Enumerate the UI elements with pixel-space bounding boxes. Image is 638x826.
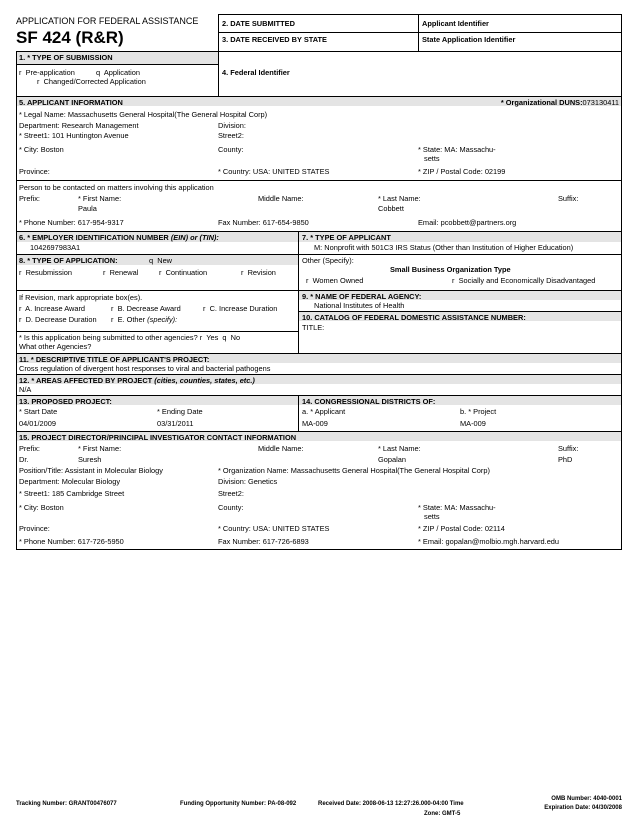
application-option[interactable] — [96, 68, 140, 77]
time-zone: Zone: GMT-5 — [424, 811, 461, 817]
decrease-award-label: B. Decrease Award — [117, 304, 181, 313]
pi-last-name-label: * Last Name: — [378, 444, 421, 453]
street2: Street2: — [218, 131, 244, 140]
pi-first-name-label: * First Name: — [78, 444, 122, 453]
pi-last-name-value: Gopalan — [378, 455, 406, 464]
resubmission-checkbox[interactable]: r — [19, 268, 22, 277]
pi-prefix-label: Prefix: — [19, 444, 40, 453]
pi-department: Department: Molecular Biology — [19, 477, 121, 486]
new-label: New — [157, 256, 173, 265]
pi-county: County: — [218, 503, 244, 512]
city: * City: Boston — [19, 145, 64, 154]
duns-label: * Organizational DUNS: — [500, 98, 583, 107]
increase-duration-option[interactable] — [203, 304, 277, 313]
ein-label — [19, 233, 219, 242]
decrease-award-option[interactable] — [111, 304, 181, 313]
other-agencies-question-text: * Is this application being submitted to other agencies? — [19, 333, 198, 342]
type-of-applicant-label: 7. * TYPE OF APPLICANT — [302, 233, 391, 242]
changed-option[interactable] — [37, 77, 146, 86]
contact-email: Email: pcobbett@partners.org — [418, 218, 517, 227]
end-date-value: 03/31/2011 — [157, 419, 194, 428]
contact-fax: Fax Number: 617-654-9850 — [218, 218, 309, 227]
other-agencies-question — [19, 333, 240, 342]
state-line1: * State: MA: Massachu- — [418, 145, 496, 154]
date-submitted-label: 2. DATE SUBMITTED — [222, 19, 295, 28]
cfda-label: 10. CATALOG OF FEDERAL DOMESTIC ASSISTANCE NUMBER: — [302, 313, 526, 322]
district-project-label: b. * Project — [460, 407, 497, 416]
what-other-agencies: What other Agencies? — [19, 342, 92, 351]
decrease-duration-label: D. Decrease Duration — [25, 315, 97, 324]
federal-agency-value: National Institutes of Health — [314, 301, 405, 310]
end-date-label: * Ending Date — [157, 407, 203, 416]
revision-heading: If Revision, mark appropriate box(es). — [19, 293, 143, 302]
proposed-project-label: 13. PROPOSED PROJECT: — [19, 397, 112, 406]
revision-option[interactable] — [241, 268, 276, 277]
renewal-label: Renewal — [109, 268, 139, 277]
department: Department: Research Management — [19, 121, 139, 130]
disadvantaged-label: Socially and Economically Disadvantaged — [458, 276, 596, 285]
pi-state-line1: * State: MA: Massachu- — [418, 503, 496, 512]
type-of-submission-label: 1. * TYPE OF SUBMISSION — [19, 53, 113, 62]
street1: * Street1: 101 Huntington Avenue — [19, 131, 129, 140]
project-title-value: Cross regulation of divergent host responses to viral and bacterial pathogens — [19, 364, 271, 373]
pi-street1: * Street1: 185 Cambridge Street — [19, 489, 125, 498]
no-checkbox[interactable]: q — [222, 333, 227, 342]
pi-first-name-value: Suresh — [78, 455, 102, 464]
project-title-label: 11. * DESCRIPTIVE TITLE OF APPLICANT'S PROJECT: — [19, 355, 210, 364]
federal-identifier-label: 4. Federal Identifier — [222, 68, 290, 77]
contact-last-name-value: Cobbett — [378, 204, 404, 213]
decrease-duration-checkbox[interactable]: r — [19, 315, 22, 324]
omb-number: OMB Number: 4040-0001 — [551, 796, 622, 802]
pi-province: Province: — [19, 524, 50, 533]
contact-suffix-label: Suffix: — [558, 194, 579, 203]
other-option[interactable] — [111, 315, 177, 324]
district-project-value: MA-009 — [460, 419, 486, 428]
increase-duration-label: C. Increase Duration — [209, 304, 278, 313]
increase-award-checkbox[interactable]: r — [19, 304, 22, 313]
pi-country: * Country: USA: UNITED STATES — [218, 524, 330, 533]
resubmission-option[interactable] — [19, 268, 72, 277]
state-line2: setts — [424, 154, 440, 163]
continuation-label: Continuation — [165, 268, 208, 277]
pi-email: * Email: gopalan@molbio.mgh.harvard.edu — [418, 537, 560, 546]
decrease-award-checkbox[interactable]: r — [111, 304, 114, 313]
contact-first-name-label: * First Name: — [78, 194, 122, 203]
application-label: Application — [103, 68, 140, 77]
contact-phone: * Phone Number: 617-954-9317 — [19, 218, 124, 227]
other-label-italic: (specify): — [147, 315, 178, 324]
contact-last-name-label: * Last Name: — [378, 194, 421, 203]
application-checkbox[interactable]: q — [96, 68, 101, 77]
applicant-info-label: 5. APPLICANT INFORMATION — [19, 98, 123, 107]
increase-award-option[interactable] — [19, 304, 85, 313]
changed-checkbox[interactable]: r — [37, 77, 40, 86]
start-date-value: 04/01/2009 — [19, 419, 56, 428]
renewal-checkbox[interactable]: r — [103, 268, 106, 277]
pi-fax: Fax Number: 617-726-6893 — [218, 537, 309, 546]
start-date-label: * Start Date — [19, 407, 58, 416]
continuation-checkbox[interactable]: r — [159, 268, 162, 277]
women-owned-checkbox[interactable]: r — [306, 276, 309, 285]
renewal-option[interactable] — [103, 268, 138, 277]
date-received-label: 3. DATE RECEIVED BY STATE — [222, 35, 327, 44]
contact-prefix-label: Prefix: — [19, 194, 40, 203]
pi-division: Division: Genetics — [218, 477, 278, 486]
pi-prefix-value: Dr. — [19, 455, 29, 464]
revision-label: Revision — [247, 268, 276, 277]
expiration-date: Expiration Date: 04/30/2008 — [544, 805, 622, 811]
ein-label-bold: 6. * EMPLOYER IDENTIFICATION NUMBER — [19, 233, 169, 242]
ein-label-italic: (EIN) or (TIN): — [170, 233, 219, 242]
disadvantaged-checkbox[interactable]: r — [452, 276, 455, 285]
other-label: E. Other — [117, 315, 146, 324]
county: County: — [218, 145, 244, 154]
pi-suffix-value: PhD — [558, 455, 573, 464]
new-option[interactable] — [149, 256, 172, 265]
legal-name: * Legal Name: Massachusetts General Hospital(The General Hospital Corp) — [19, 110, 268, 119]
district-applicant-value: MA-009 — [302, 419, 328, 428]
continuation-option[interactable] — [159, 268, 207, 277]
ein-value: 1042697983A1 — [30, 243, 81, 252]
pi-city: * City: Boston — [19, 503, 64, 512]
changed-label: Changed/Corrected Application — [43, 77, 146, 86]
district-applicant-label: a. * Applicant — [302, 407, 346, 416]
women-owned-option[interactable] — [306, 276, 363, 285]
increase-award-label: A. Increase Award — [25, 304, 86, 313]
preapp-label: Pre-application — [25, 68, 75, 77]
congressional-districts-label: 14. CONGRESSIONAL DISTRICTS OF: — [302, 397, 436, 406]
cfda-title: TITLE: — [302, 323, 325, 332]
form-name: SF 424 (R&R) — [16, 28, 124, 47]
preapp-option[interactable] — [19, 68, 75, 77]
disadvantaged-option[interactable] — [452, 276, 595, 285]
areas-affected-label — [19, 376, 255, 385]
app-title: APPLICATION FOR FEDERAL ASSISTANCE — [16, 16, 199, 26]
yes-checkbox[interactable]: r — [199, 333, 203, 342]
contact-first-name-value: Paula — [78, 204, 97, 213]
pi-suffix-label: Suffix: — [558, 444, 579, 453]
contact-heading: Person to be contacted on matters involving this application — [19, 183, 214, 192]
pi-street2: Street2: — [218, 489, 244, 498]
women-owned-label: Women Owned — [312, 276, 364, 285]
no-label: No — [230, 333, 241, 342]
revision-checkbox[interactable]: r — [241, 268, 244, 277]
yes-label: Yes — [206, 333, 219, 342]
areas-affected-label-bold: 12. * AREAS AFFECTED BY PROJECT — [19, 376, 153, 385]
federal-agency-label: 9. * NAME OF FEDERAL AGENCY: — [302, 292, 422, 301]
state-app-identifier-label: State Application Identifier — [422, 35, 516, 44]
other-specify-label: Other (Specify): — [302, 256, 354, 265]
new-checkbox[interactable]: q — [149, 256, 154, 265]
zip: * ZIP / Postal Code: 02199 — [418, 167, 506, 176]
funding-opportunity-number: Funding Opportunity Number: PA-08-092 — [180, 801, 297, 807]
country: * Country: USA: UNITED STATES — [218, 167, 330, 176]
type-of-applicant-value: M: Nonprofit with 501C3 IRS Status (Other than Institution of Higher Education) — [314, 243, 574, 252]
increase-duration-checkbox[interactable]: r — [203, 304, 206, 313]
applicant-identifier-label: Applicant Identifier — [422, 19, 489, 28]
pi-zip: * ZIP / Postal Code: 02114 — [418, 524, 505, 533]
received-date: Received Date: 2008-06-13 12:27:26.000-04:00 Time — [318, 801, 464, 807]
areas-affected-label-italic: (cities, counties, states, etc.) — [154, 376, 255, 385]
duns — [501, 98, 619, 107]
type-of-application-label: 8. * TYPE OF APPLICATION: — [19, 256, 118, 265]
areas-affected-value: N/A — [19, 385, 32, 394]
decrease-duration-option[interactable] — [19, 315, 97, 324]
contact-middle-name-label: Middle Name: — [258, 194, 304, 203]
duns-value: 073130411 — [582, 98, 619, 107]
pi-org-name: * Organization Name: Massachusetts General Hospital(The General Hospital Corp) — [218, 466, 490, 475]
division: Division: — [218, 121, 246, 130]
sbo-type-label: Small Business Organization Type — [390, 265, 511, 274]
pi-middle-name-label: Middle Name: — [258, 444, 304, 453]
province: Province: — [19, 167, 50, 176]
pi-position: Position/Title: Assistant in Molecular Biology — [19, 466, 163, 475]
resubmission-label: Resubmission — [25, 268, 72, 277]
tracking-number: Tracking Number: GRANT00476077 — [16, 801, 117, 807]
other-checkbox[interactable]: r — [111, 315, 114, 324]
pd-pi-label: 15. PROJECT DIRECTOR/PRINCIPAL INVESTIGATOR CONTACT INFORMATION — [19, 433, 297, 442]
pi-phone: * Phone Number: 617-726-5950 — [19, 537, 124, 546]
preapp-checkbox[interactable]: r — [19, 68, 22, 77]
pi-state-line2: setts — [424, 512, 440, 521]
